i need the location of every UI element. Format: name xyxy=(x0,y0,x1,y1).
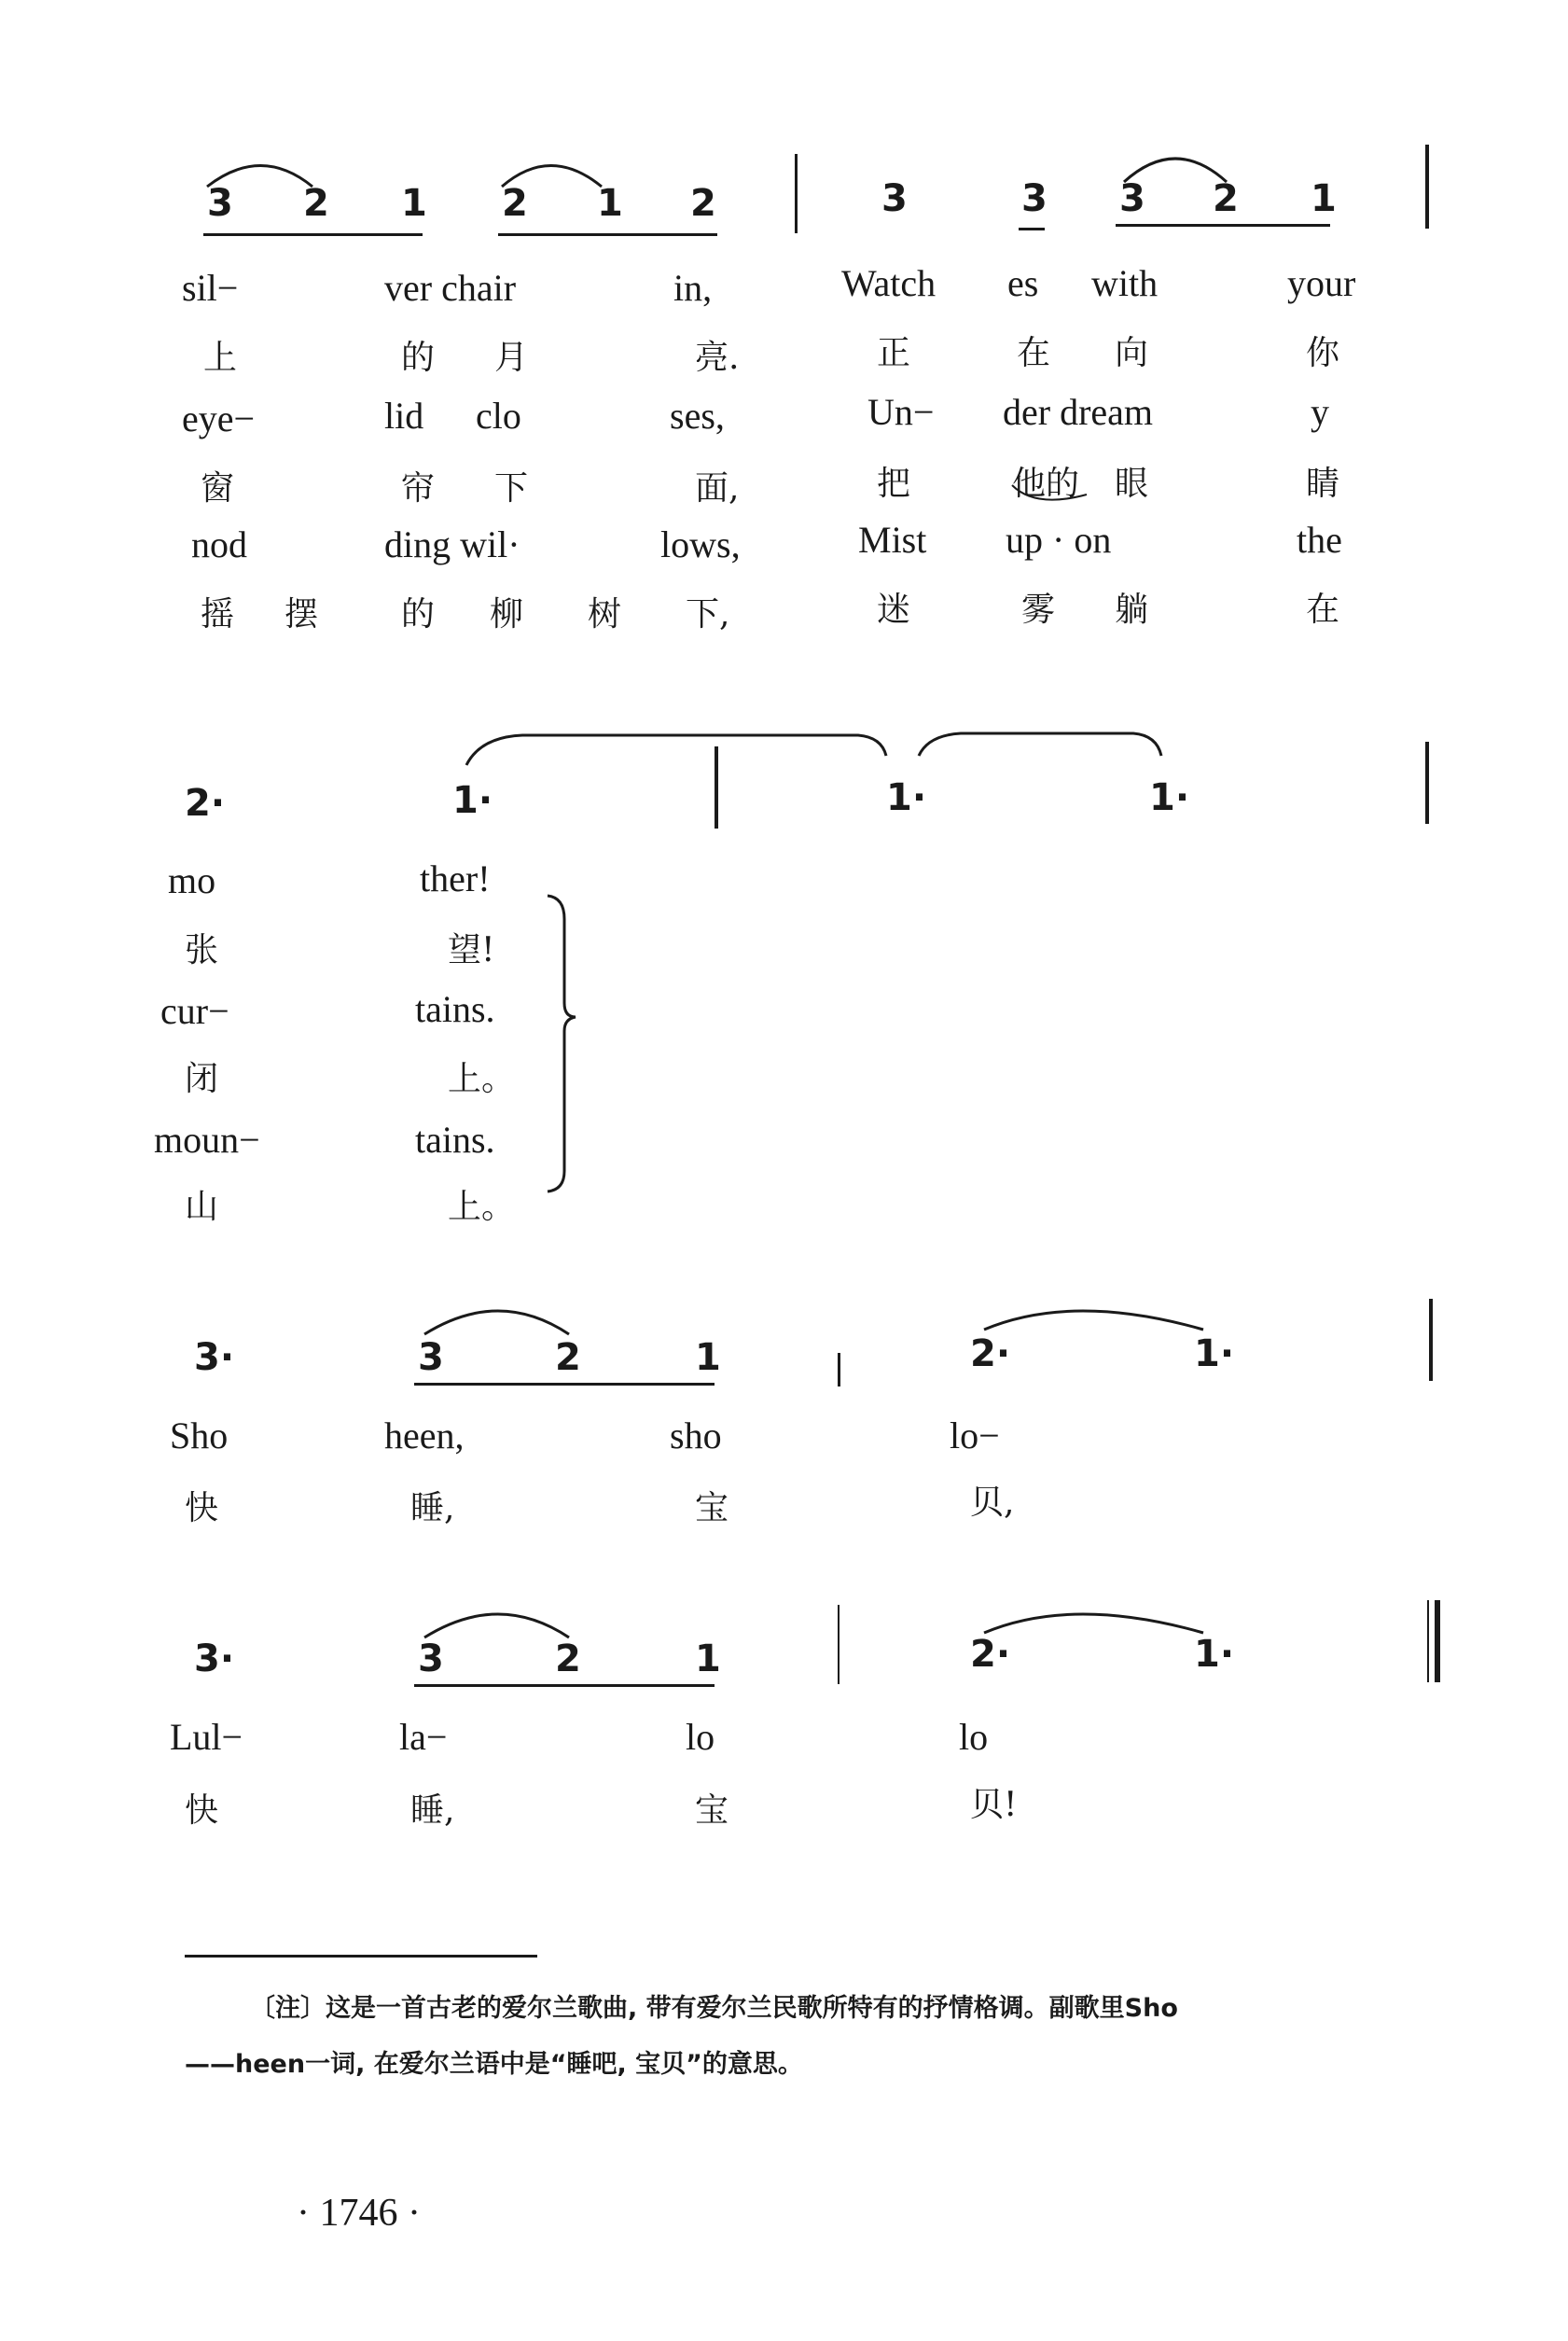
lyric-en: lid xyxy=(384,395,424,437)
lyric-cn: 在 xyxy=(1017,334,1051,372)
barline-dashed xyxy=(838,1605,840,1684)
note: 1 xyxy=(401,182,427,225)
note: 2· xyxy=(970,1633,1011,1676)
note: 2 xyxy=(690,182,716,225)
lyric-en: der dream xyxy=(1003,391,1154,433)
lyric-cn: 窗 xyxy=(201,469,235,508)
lyric-en: in, xyxy=(673,267,713,309)
note: 3 xyxy=(207,182,233,225)
lyric-en: heen, xyxy=(384,1414,465,1456)
lyric-en: la− xyxy=(399,1716,448,1758)
note: 3· xyxy=(194,1637,235,1680)
lyric-en: es xyxy=(1007,262,1039,304)
note: 3· xyxy=(194,1336,235,1379)
lyric-en: up · on xyxy=(1006,519,1112,561)
lyric-cn: 张 xyxy=(185,931,219,969)
lyric-en: Mist xyxy=(858,519,927,561)
lyric-en: clo xyxy=(476,395,521,437)
note: 1 xyxy=(695,1637,721,1680)
lyric-cn: 下 xyxy=(494,469,529,508)
lyric-en: mo xyxy=(168,859,216,901)
lyric-cn: 把 xyxy=(877,465,911,503)
note: 1· xyxy=(1149,776,1190,819)
slur xyxy=(424,1614,569,1637)
lyric-en: tains. xyxy=(415,988,495,1030)
lyric-cn: 贝, xyxy=(970,1484,1015,1522)
lyric-en: Sho xyxy=(170,1414,229,1456)
lyric-en: cur− xyxy=(160,990,229,1032)
lyric-en: moun− xyxy=(154,1119,260,1161)
tie xyxy=(919,733,1161,756)
footnote-rule xyxy=(185,1955,537,1958)
lyric-en: ver chair xyxy=(384,267,517,309)
lyric-en: ding wil· xyxy=(384,523,520,565)
lyric-cn: 你 xyxy=(1306,334,1340,372)
tie xyxy=(984,1614,1203,1633)
lyric-cn: 雾 xyxy=(1021,591,1056,629)
footnote-line-2: ——heen一词, 在爱尔兰语中是“睡吧, 宝贝”的意思。 xyxy=(185,2050,803,2079)
note: 2· xyxy=(970,1332,1011,1375)
lyric-en: ther! xyxy=(420,857,491,899)
note: 1 xyxy=(597,182,623,225)
lyric-en: Lul− xyxy=(170,1716,243,1758)
lyric-cn: 的 xyxy=(401,339,436,377)
page-number: · 1746 · xyxy=(297,2192,421,2235)
note: 3 xyxy=(881,177,908,220)
beam-underline xyxy=(203,233,423,236)
lyric-cn: 宝 xyxy=(695,1791,729,1830)
lyric-cn: 眼 xyxy=(1115,465,1149,503)
lyric-cn: 帘 xyxy=(401,469,436,508)
lyric-en: the xyxy=(1297,519,1342,561)
lyric-cn: 的 xyxy=(401,595,436,634)
lyric-cn: 他的 xyxy=(1012,465,1080,503)
lyric-cn: 摆 xyxy=(284,595,319,634)
lyric-cn: 贝! xyxy=(970,1786,1018,1824)
final-barline-thin xyxy=(1427,1600,1429,1682)
lyric-cn: 柳 xyxy=(490,595,524,634)
tie xyxy=(984,1311,1203,1330)
tie xyxy=(466,735,886,765)
note: 1· xyxy=(1194,1332,1235,1375)
lyric-cn: 正 xyxy=(877,334,911,372)
footnote-line-1: 〔注〕这是一首古老的爱尔兰歌曲, 带有爱尔兰民歌所特有的抒情格调。副歌里Sho xyxy=(250,1994,1178,2023)
lyric-en: ses, xyxy=(670,395,725,437)
lyric-cn: 摇 xyxy=(201,595,235,634)
barline-dashed xyxy=(838,1353,840,1386)
slur xyxy=(424,1311,569,1334)
beam-underline xyxy=(414,1383,715,1386)
lyric-en: nod xyxy=(191,523,247,565)
lyric-cn: 望! xyxy=(448,931,495,969)
lyric-cn: 宝 xyxy=(695,1489,729,1527)
lyric-en: your xyxy=(1287,262,1356,304)
lyric-cn: 睡, xyxy=(410,1791,455,1830)
lyric-cn: 上 xyxy=(203,339,238,377)
note: 2 xyxy=(555,1336,581,1379)
lyric-cn: 下, xyxy=(686,595,730,634)
lyric-en: tains. xyxy=(415,1119,495,1161)
note: 3 xyxy=(1021,177,1048,220)
lyric-cn: 快 xyxy=(185,1489,219,1527)
note: 2 xyxy=(555,1637,581,1680)
lyric-en: y xyxy=(1311,391,1329,433)
lyric-en: sho xyxy=(670,1414,722,1456)
lyric-en: lo xyxy=(686,1716,715,1758)
final-barline-thick xyxy=(1435,1600,1440,1682)
barline-dashed xyxy=(795,154,798,233)
note: 1· xyxy=(1194,1633,1235,1676)
barline xyxy=(1425,742,1429,824)
beam-underline xyxy=(414,1684,715,1687)
note: 1 xyxy=(695,1336,721,1379)
lyric-cn: 睛 xyxy=(1306,465,1340,503)
lyric-cn: 上。 xyxy=(448,1060,516,1098)
lyric-cn: 在 xyxy=(1306,591,1340,629)
lyric-en: lo− xyxy=(950,1414,1000,1456)
lyric-cn: 山 xyxy=(185,1188,219,1226)
lyric-cn: 快 xyxy=(185,1791,219,1830)
lyric-en: Un− xyxy=(867,391,935,433)
lyric-cn: 月 xyxy=(494,339,529,377)
note: 1· xyxy=(886,776,927,819)
lyric-cn: 睡, xyxy=(410,1489,455,1527)
note: 2 xyxy=(502,182,528,225)
barline xyxy=(1429,1299,1433,1381)
note: 1 xyxy=(1311,177,1337,220)
lyric-cn: 面, xyxy=(695,469,740,508)
beam-underline xyxy=(1019,228,1045,230)
note: 3 xyxy=(1119,177,1145,220)
note: 3 xyxy=(418,1637,444,1680)
lyric-cn: 树 xyxy=(588,595,622,634)
lyric-cn: 上。 xyxy=(448,1188,516,1226)
lyric-cn: 向 xyxy=(1115,334,1149,372)
beam-underline xyxy=(1116,224,1330,227)
note: 2 xyxy=(1213,177,1239,220)
barline xyxy=(1425,145,1429,229)
lyric-en: lows, xyxy=(660,523,741,565)
lyric-cn: 迷 xyxy=(877,591,911,629)
note: 3 xyxy=(418,1336,444,1379)
lyric-en: Watch xyxy=(841,262,937,304)
lyric-cn: 闭 xyxy=(185,1060,219,1098)
lyric-en: eye− xyxy=(182,397,256,439)
lyric-cn: 亮. xyxy=(695,339,740,377)
lyric-en: sil− xyxy=(182,267,239,309)
lyric-en: lo xyxy=(959,1716,989,1758)
note: 2· xyxy=(185,782,226,825)
note: 2 xyxy=(303,182,329,225)
verse-brace xyxy=(548,896,576,1191)
lyric-en: with xyxy=(1091,262,1159,304)
lyric-cn: 躺 xyxy=(1115,591,1149,629)
barline xyxy=(715,746,718,829)
beam-underline xyxy=(498,233,717,236)
note: 1· xyxy=(452,779,493,822)
